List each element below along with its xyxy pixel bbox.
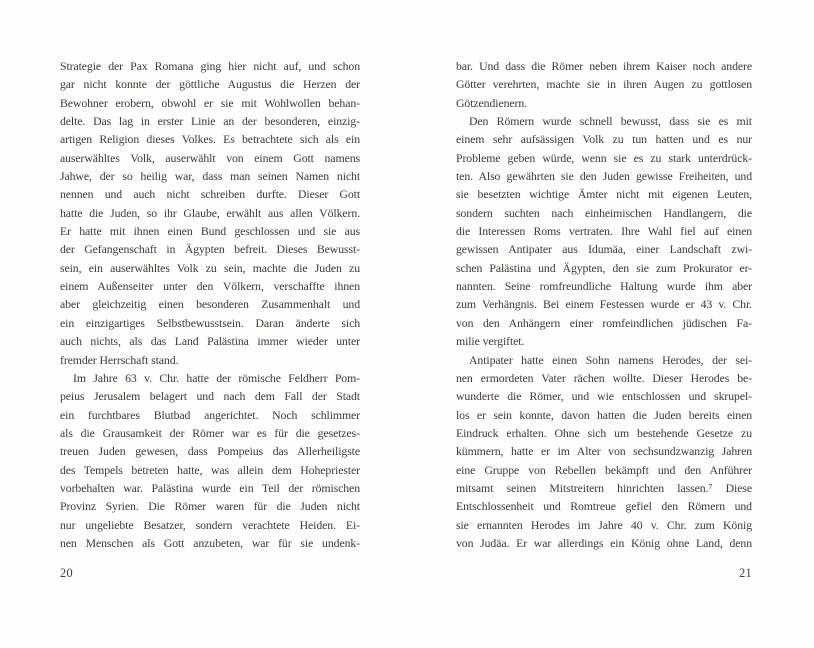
text-line: auch nichts, als das Land Palästina immer wieder unter (60, 334, 360, 349)
text-line: die Interessen Roms vertraten. Ihre Wahl fiel auf einen (456, 224, 752, 239)
text-line: einem Außenseiter unter den Völkern, verschaffte ihnen (60, 279, 360, 294)
book-page-left (60, 57, 360, 552)
text-line: sie ernannten Herodes im Jahre 40 v. Chr. zum König (456, 517, 752, 532)
text-line: artigen Religion dieses Volkes. Es betrachtete sich als ein (60, 132, 360, 147)
text-line: milie vergiftet. (456, 334, 525, 349)
text-line: als die Grausamkeit der Römer war es für die gesetzes- (60, 425, 360, 440)
text-line: eine Gruppe von Rebellen bekämpft und den Anführer (456, 462, 752, 477)
book-page-right (456, 57, 752, 552)
text-line: treuen Juden gewesen, dass Pompeius das Allerheiligste (60, 444, 360, 459)
text-line: nennen und auch nicht schreiben durfte. Dieser Gott (60, 187, 360, 202)
page-number: 20 (60, 566, 73, 580)
text-line: sein, ein auserwähltes Volk zu sein, machte die Juden zu (60, 260, 360, 275)
text-line: los er sein konnte, davon hatten die Juden bereits einen (456, 407, 752, 422)
text-line: Den Römern wurde schnell bewusst, dass sie es mit (469, 114, 752, 129)
text-line: auserwähltes Volk, auserwählt von einem Gott namens (60, 150, 360, 165)
text-line: peius Jerusalem belagert und nach dem Fall der Stadt (60, 389, 360, 404)
text-line: des Tempels betreten hatte, was allein dem Hohepriester (60, 462, 360, 477)
text-line: Strategie der Pax Romana ging hier nicht auf, und schon (60, 59, 360, 73)
text-line: gar nicht konnte der göttliche Augustus die Herzen der (60, 77, 360, 92)
text-line: sie besetzten wichtige Ämter nicht mit eigenen Leuten, (456, 187, 752, 202)
text-line: hatte die Juden, so ihr Glaube, erwählt aus allen Völkern. (60, 205, 360, 220)
text-line: nen ermordeten Vater rächen wollte. Dieser Herodes be- (456, 370, 752, 385)
text-line: einem sehr aufsässigen Volk zu tun hatten und es nur (456, 132, 752, 147)
text-line: nen Menschen als Gott anzubeten, war für sie undenk- (60, 535, 360, 550)
text-line: nur ungeliebte Besatzer, sondern verachtete Heiden. Ei- (60, 517, 360, 532)
text-line: Eindruck erhalten. Ohne sich um bestehende Gesetze zu (456, 425, 752, 440)
text-line: Antipater hatte einen Sohn namens Herodes, der sei- (469, 352, 752, 367)
text-line: kümmern, hatte er im Alter von sechsundzwanzig Jahren (456, 444, 752, 459)
text-line: fremder Herrschaft stand. (60, 352, 179, 367)
text-line: wunderte die Römer, und wie entschlossen und skrupel- (456, 389, 752, 404)
text-line: Im Jahre 63 v. Chr. hatte der römische Feldherr Pom- (73, 370, 360, 385)
text-line: aber gleichzeitig einen besonderen Zusammenhalt und (60, 297, 360, 312)
text-line: mitsamt seinen Mitstreitern hinrichten lassen.⁷ Diese (456, 480, 752, 495)
text-line: Provinz Syrien. Die Römer waren für die Juden nicht (60, 499, 360, 514)
text-line: Entschlossenheit und Romtreue gefiel den Römern und (456, 499, 752, 514)
text-line: ein furchtbares Blutbad angerichtet. Noch schlimmer (60, 407, 360, 422)
text-line: Götzendienern. (456, 95, 527, 110)
text-line: sondern suchten nach einheimischen Handlangern, die (456, 205, 752, 220)
text-line: nannten. Seine romfreundliche Haltung wurde ihm aber (456, 279, 752, 294)
text-line: der Gefangenschaft in Ägypten befreit. Dieses Bewusst- (60, 242, 360, 257)
text-line: schen Palästina und Ägypten, den sie zum Prokurator er- (456, 260, 752, 275)
text-line: Probleme geben würde, wenn sie es zu stark unterdrück- (456, 150, 752, 165)
text-line: delte. Das lag in erster Linie an der besonderen, einzig- (60, 114, 360, 129)
text-line: Er hatte mit ihnen einen Bund geschlossen und sie aus (60, 224, 360, 239)
text-line: Götter verehrten, machte sie in ihren Augen zu gottlosen (456, 77, 752, 92)
text-line: Jahwe, der so heilig war, dass man seinen Namen nicht (60, 169, 360, 184)
text-line: vorbehalten war. Palästina wurde ein Teil der römischen (60, 480, 360, 495)
text-line: von Judäa. Er war allerdings ein König ohne Land, denn (456, 535, 752, 550)
text-line: Bewohner erobern, obwohl er sie mit Wohlwollen behan- (60, 95, 360, 110)
text-line: zum Verhängnis. Bei einem Festessen wurde er 43 v. Chr. (456, 297, 752, 312)
text-line: von den Anhängern einer romfeindlichen jüdischen Fa- (456, 315, 752, 330)
page-number: 21 (739, 566, 752, 580)
text-line: ein einzigartiges Selbstbewusstsein. Daran änderte sich (60, 315, 360, 330)
text-line: bar. Und dass die Römer neben ihrem Kaiser noch andere (456, 59, 752, 73)
text-line: gewissen Antipater aus Idumäa, einer Landschaft zwi- (456, 242, 752, 257)
text-line: ten. Also gewährten sie den Juden gewisse Freiheiten, und (456, 169, 752, 184)
